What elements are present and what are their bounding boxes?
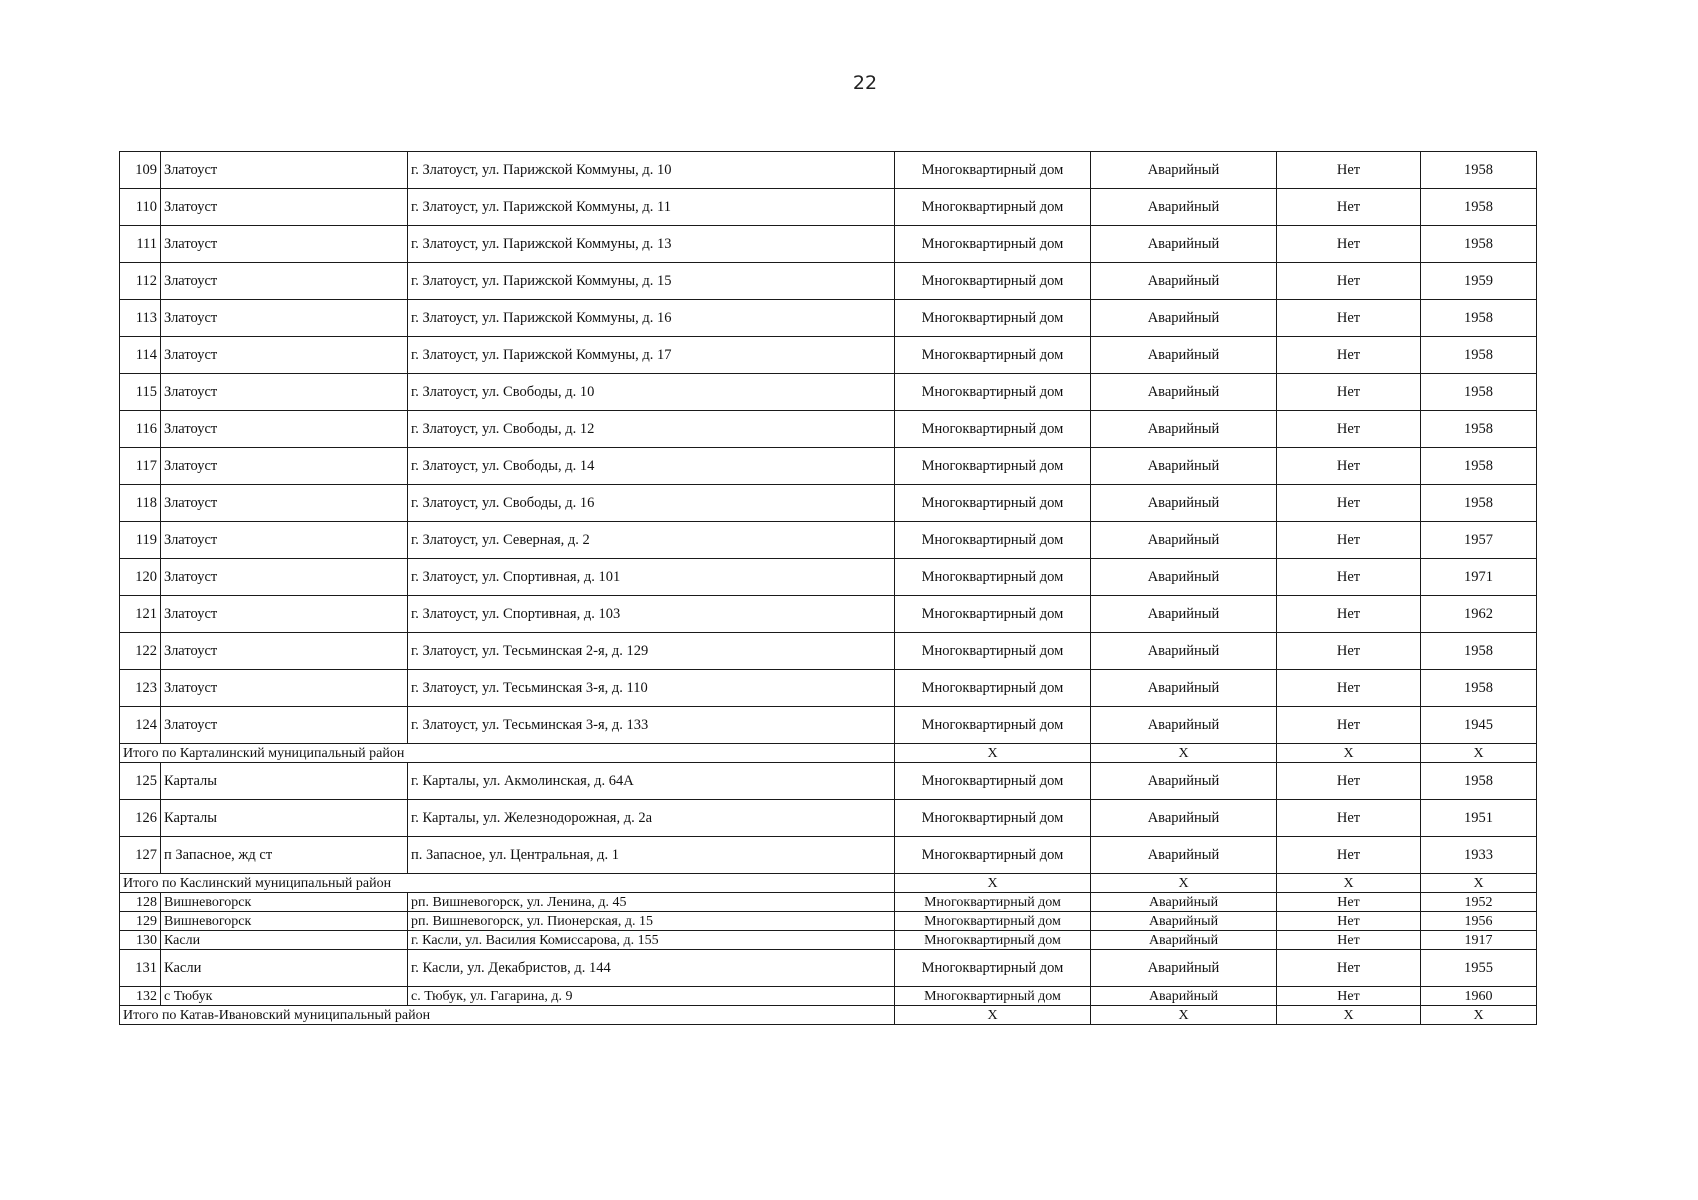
address-cell: г. Златоуст, ул. Тесьминская 3-я, д. 110: [408, 670, 895, 707]
table-row: [120, 950, 1537, 987]
subtotal-type-mark: X: [895, 1006, 1091, 1025]
flag-cell: Нет: [1277, 300, 1421, 337]
table-row: [120, 763, 1537, 800]
table-row: [120, 300, 1537, 337]
subtotal-row: [120, 1006, 1537, 1025]
building-type-cell: Многоквартирный дом: [895, 912, 1091, 931]
table-row: [120, 411, 1537, 448]
subtotal-row: [120, 874, 1537, 893]
flag-cell: Нет: [1277, 226, 1421, 263]
table-row: [120, 263, 1537, 300]
building-type-cell: Многоквартирный дом: [895, 893, 1091, 912]
year-cell: 1958: [1421, 448, 1537, 485]
address-cell: г. Златоуст, ул. Свободы, д. 12: [408, 411, 895, 448]
locality-cell: Вишневогорск: [161, 893, 408, 912]
table-body: [120, 152, 1537, 1025]
flag-cell: Нет: [1277, 950, 1421, 987]
address-cell: г. Касли, ул. Василия Комиссарова, д. 155: [408, 931, 895, 950]
subtotal-status-mark: X: [1091, 744, 1277, 763]
year-cell: 1971: [1421, 559, 1537, 596]
building-type-cell: Многоквартирный дом: [895, 596, 1091, 633]
building-type-cell: Многоквартирный дом: [895, 374, 1091, 411]
row-number: 122: [120, 633, 161, 670]
year-cell: 1956: [1421, 912, 1537, 931]
year-cell: 1958: [1421, 485, 1537, 522]
subtotal-status-mark: X: [1091, 874, 1277, 893]
subtotal-label: Итого по Катав-Ивановский муниципальный район: [120, 1006, 895, 1025]
table-row: [120, 931, 1537, 950]
address-cell: рп. Вишневогорск, ул. Пионерская, д. 15: [408, 912, 895, 931]
condition-cell: Аварийный: [1091, 374, 1277, 411]
row-number: 127: [120, 837, 161, 874]
locality-cell: Карталы: [161, 763, 408, 800]
table-row: [120, 670, 1537, 707]
building-type-cell: Многоквартирный дом: [895, 931, 1091, 950]
locality-cell: Златоуст: [161, 707, 408, 744]
flag-cell: Нет: [1277, 800, 1421, 837]
row-number: 131: [120, 950, 161, 987]
year-cell: 1951: [1421, 800, 1537, 837]
page-number: 22: [852, 72, 878, 94]
row-number: 110: [120, 189, 161, 226]
subtotal-type-mark: X: [895, 874, 1091, 893]
condition-cell: Аварийный: [1091, 337, 1277, 374]
address-cell: г. Златоуст, ул. Спортивная, д. 103: [408, 596, 895, 633]
address-cell: с. Тюбук, ул. Гагарина, д. 9: [408, 987, 895, 1006]
subtotal-label: Итого по Карталинский муниципальный район: [120, 744, 895, 763]
building-type-cell: Многоквартирный дом: [895, 226, 1091, 263]
address-cell: г. Златоуст, ул. Парижской Коммуны, д. 13: [408, 226, 895, 263]
year-cell: 1955: [1421, 950, 1537, 987]
flag-cell: Нет: [1277, 763, 1421, 800]
subtotal-flag-mark: X: [1277, 744, 1421, 763]
subtotal-type-mark: X: [895, 744, 1091, 763]
flag-cell: Нет: [1277, 411, 1421, 448]
year-cell: 1958: [1421, 300, 1537, 337]
year-cell: 1958: [1421, 337, 1537, 374]
row-number: 118: [120, 485, 161, 522]
address-cell: г. Златоуст, ул. Тесьминская 2-я, д. 129: [408, 633, 895, 670]
condition-cell: Аварийный: [1091, 559, 1277, 596]
condition-cell: Аварийный: [1091, 931, 1277, 950]
row-number: 109: [120, 152, 161, 189]
building-type-cell: Многоквартирный дом: [895, 300, 1091, 337]
row-number: 123: [120, 670, 161, 707]
locality-cell: Касли: [161, 931, 408, 950]
condition-cell: Аварийный: [1091, 893, 1277, 912]
row-number: 126: [120, 800, 161, 837]
table-row: [120, 485, 1537, 522]
locality-cell: Касли: [161, 950, 408, 987]
year-cell: 1945: [1421, 707, 1537, 744]
condition-cell: Аварийный: [1091, 763, 1277, 800]
subtotal-row: [120, 744, 1537, 763]
building-type-cell: Многоквартирный дом: [895, 485, 1091, 522]
flag-cell: Нет: [1277, 485, 1421, 522]
row-number: 119: [120, 522, 161, 559]
table-row: [120, 559, 1537, 596]
locality-cell: Златоуст: [161, 226, 408, 263]
row-number: 130: [120, 931, 161, 950]
building-type-cell: Многоквартирный дом: [895, 152, 1091, 189]
locality-cell: Вишневогорск: [161, 912, 408, 931]
locality-cell: Златоуст: [161, 485, 408, 522]
flag-cell: Нет: [1277, 559, 1421, 596]
table-row: [120, 337, 1537, 374]
subtotal-year-mark: X: [1421, 744, 1537, 763]
condition-cell: Аварийный: [1091, 837, 1277, 874]
locality-cell: Златоуст: [161, 152, 408, 189]
building-type-cell: Многоквартирный дом: [895, 189, 1091, 226]
flag-cell: Нет: [1277, 522, 1421, 559]
flag-cell: Нет: [1277, 707, 1421, 744]
table-row: [120, 152, 1537, 189]
flag-cell: Нет: [1277, 633, 1421, 670]
flag-cell: Нет: [1277, 596, 1421, 633]
table-row: [120, 522, 1537, 559]
address-cell: г. Златоуст, ул. Свободы, д. 10: [408, 374, 895, 411]
row-number: 113: [120, 300, 161, 337]
flag-cell: Нет: [1277, 837, 1421, 874]
flag-cell: Нет: [1277, 263, 1421, 300]
subtotal-flag-mark: X: [1277, 874, 1421, 893]
address-cell: г. Карталы, ул. Железнодорожная, д. 2а: [408, 800, 895, 837]
locality-cell: Златоуст: [161, 559, 408, 596]
flag-cell: Нет: [1277, 337, 1421, 374]
subtotal-flag-mark: X: [1277, 1006, 1421, 1025]
flag-cell: Нет: [1277, 912, 1421, 931]
building-type-cell: Многоквартирный дом: [895, 411, 1091, 448]
locality-cell: Златоуст: [161, 522, 408, 559]
row-number: 117: [120, 448, 161, 485]
locality-cell: с Тюбук: [161, 987, 408, 1006]
condition-cell: Аварийный: [1091, 226, 1277, 263]
table-row: [120, 374, 1537, 411]
condition-cell: Аварийный: [1091, 670, 1277, 707]
address-cell: г. Златоуст, ул. Парижской Коммуны, д. 15: [408, 263, 895, 300]
condition-cell: Аварийный: [1091, 800, 1277, 837]
condition-cell: Аварийный: [1091, 300, 1277, 337]
subtotal-status-mark: X: [1091, 1006, 1277, 1025]
flag-cell: Нет: [1277, 931, 1421, 950]
table-row: [120, 912, 1537, 931]
table-row: [120, 189, 1537, 226]
building-type-cell: Многоквартирный дом: [895, 763, 1091, 800]
condition-cell: Аварийный: [1091, 987, 1277, 1006]
address-cell: г. Златоуст, ул. Парижской Коммуны, д. 17: [408, 337, 895, 374]
condition-cell: Аварийный: [1091, 596, 1277, 633]
address-cell: г. Карталы, ул. Акмолинская, д. 64А: [408, 763, 895, 800]
flag-cell: Нет: [1277, 448, 1421, 485]
year-cell: 1958: [1421, 189, 1537, 226]
locality-cell: Златоуст: [161, 263, 408, 300]
locality-cell: Златоуст: [161, 189, 408, 226]
building-type-cell: Многоквартирный дом: [895, 950, 1091, 987]
building-type-cell: Многоквартирный дом: [895, 670, 1091, 707]
locality-cell: п Запасное, жд ст: [161, 837, 408, 874]
address-cell: г. Касли, ул. Декабристов, д. 144: [408, 950, 895, 987]
condition-cell: Аварийный: [1091, 707, 1277, 744]
year-cell: 1917: [1421, 931, 1537, 950]
table-row: [120, 633, 1537, 670]
condition-cell: Аварийный: [1091, 522, 1277, 559]
address-cell: г. Златоуст, ул. Парижской Коммуны, д. 16: [408, 300, 895, 337]
table-row: [120, 893, 1537, 912]
table-row: [120, 707, 1537, 744]
year-cell: 1933: [1421, 837, 1537, 874]
row-number: 129: [120, 912, 161, 931]
year-cell: 1952: [1421, 893, 1537, 912]
condition-cell: Аварийный: [1091, 485, 1277, 522]
row-number: 112: [120, 263, 161, 300]
condition-cell: Аварийный: [1091, 633, 1277, 670]
year-cell: 1958: [1421, 374, 1537, 411]
row-number: 116: [120, 411, 161, 448]
condition-cell: Аварийный: [1091, 152, 1277, 189]
year-cell: 1962: [1421, 596, 1537, 633]
condition-cell: Аварийный: [1091, 950, 1277, 987]
condition-cell: Аварийный: [1091, 263, 1277, 300]
building-type-cell: Многоквартирный дом: [895, 559, 1091, 596]
year-cell: 1957: [1421, 522, 1537, 559]
locality-cell: Златоуст: [161, 337, 408, 374]
building-type-cell: Многоквартирный дом: [895, 448, 1091, 485]
building-type-cell: Многоквартирный дом: [895, 522, 1091, 559]
locality-cell: Карталы: [161, 800, 408, 837]
year-cell: 1958: [1421, 226, 1537, 263]
address-cell: п. Запасное, ул. Центральная, д. 1: [408, 837, 895, 874]
locality-cell: Златоуст: [161, 374, 408, 411]
flag-cell: Нет: [1277, 987, 1421, 1006]
row-number: 125: [120, 763, 161, 800]
table-row: [120, 448, 1537, 485]
condition-cell: Аварийный: [1091, 448, 1277, 485]
building-type-cell: Многоквартирный дом: [895, 633, 1091, 670]
condition-cell: Аварийный: [1091, 411, 1277, 448]
address-cell: г. Златоуст, ул. Тесьминская 3-я, д. 133: [408, 707, 895, 744]
locality-cell: Златоуст: [161, 448, 408, 485]
table-row: [120, 800, 1537, 837]
locality-cell: Златоуст: [161, 633, 408, 670]
subtotal-label: Итого по Каслинский муниципальный район: [120, 874, 895, 893]
year-cell: 1959: [1421, 263, 1537, 300]
row-number: 132: [120, 987, 161, 1006]
year-cell: 1958: [1421, 670, 1537, 707]
locality-cell: Златоуст: [161, 596, 408, 633]
year-cell: 1960: [1421, 987, 1537, 1006]
year-cell: 1958: [1421, 411, 1537, 448]
row-number: 111: [120, 226, 161, 263]
address-cell: рп. Вишневогорск, ул. Ленина, д. 45: [408, 893, 895, 912]
building-type-cell: Многоквартирный дом: [895, 337, 1091, 374]
condition-cell: Аварийный: [1091, 189, 1277, 226]
housing-register-table: [119, 151, 1537, 1025]
row-number: 121: [120, 596, 161, 633]
building-type-cell: Многоквартирный дом: [895, 837, 1091, 874]
address-cell: г. Златоуст, ул. Свободы, д. 16: [408, 485, 895, 522]
building-type-cell: Многоквартирный дом: [895, 263, 1091, 300]
address-cell: г. Златоуст, ул. Свободы, д. 14: [408, 448, 895, 485]
locality-cell: Златоуст: [161, 670, 408, 707]
table-row: [120, 987, 1537, 1006]
row-number: 114: [120, 337, 161, 374]
building-type-cell: Многоквартирный дом: [895, 987, 1091, 1006]
locality-cell: Златоуст: [161, 300, 408, 337]
flag-cell: Нет: [1277, 374, 1421, 411]
subtotal-year-mark: X: [1421, 874, 1537, 893]
row-number: 124: [120, 707, 161, 744]
address-cell: г. Златоуст, ул. Парижской Коммуны, д. 11: [408, 189, 895, 226]
year-cell: 1958: [1421, 633, 1537, 670]
condition-cell: Аварийный: [1091, 912, 1277, 931]
flag-cell: Нет: [1277, 189, 1421, 226]
year-cell: 1958: [1421, 152, 1537, 189]
year-cell: 1958: [1421, 763, 1537, 800]
address-cell: г. Златоуст, ул. Северная, д. 2: [408, 522, 895, 559]
subtotal-year-mark: X: [1421, 1006, 1537, 1025]
flag-cell: Нет: [1277, 670, 1421, 707]
row-number: 120: [120, 559, 161, 596]
building-type-cell: Многоквартирный дом: [895, 800, 1091, 837]
row-number: 115: [120, 374, 161, 411]
flag-cell: Нет: [1277, 893, 1421, 912]
address-cell: г. Златоуст, ул. Парижской Коммуны, д. 10: [408, 152, 895, 189]
table-row: [120, 226, 1537, 263]
address-cell: г. Златоуст, ул. Спортивная, д. 101: [408, 559, 895, 596]
flag-cell: Нет: [1277, 152, 1421, 189]
table-row: [120, 596, 1537, 633]
row-number: 128: [120, 893, 161, 912]
locality-cell: Златоуст: [161, 411, 408, 448]
table-row: [120, 837, 1537, 874]
building-type-cell: Многоквартирный дом: [895, 707, 1091, 744]
